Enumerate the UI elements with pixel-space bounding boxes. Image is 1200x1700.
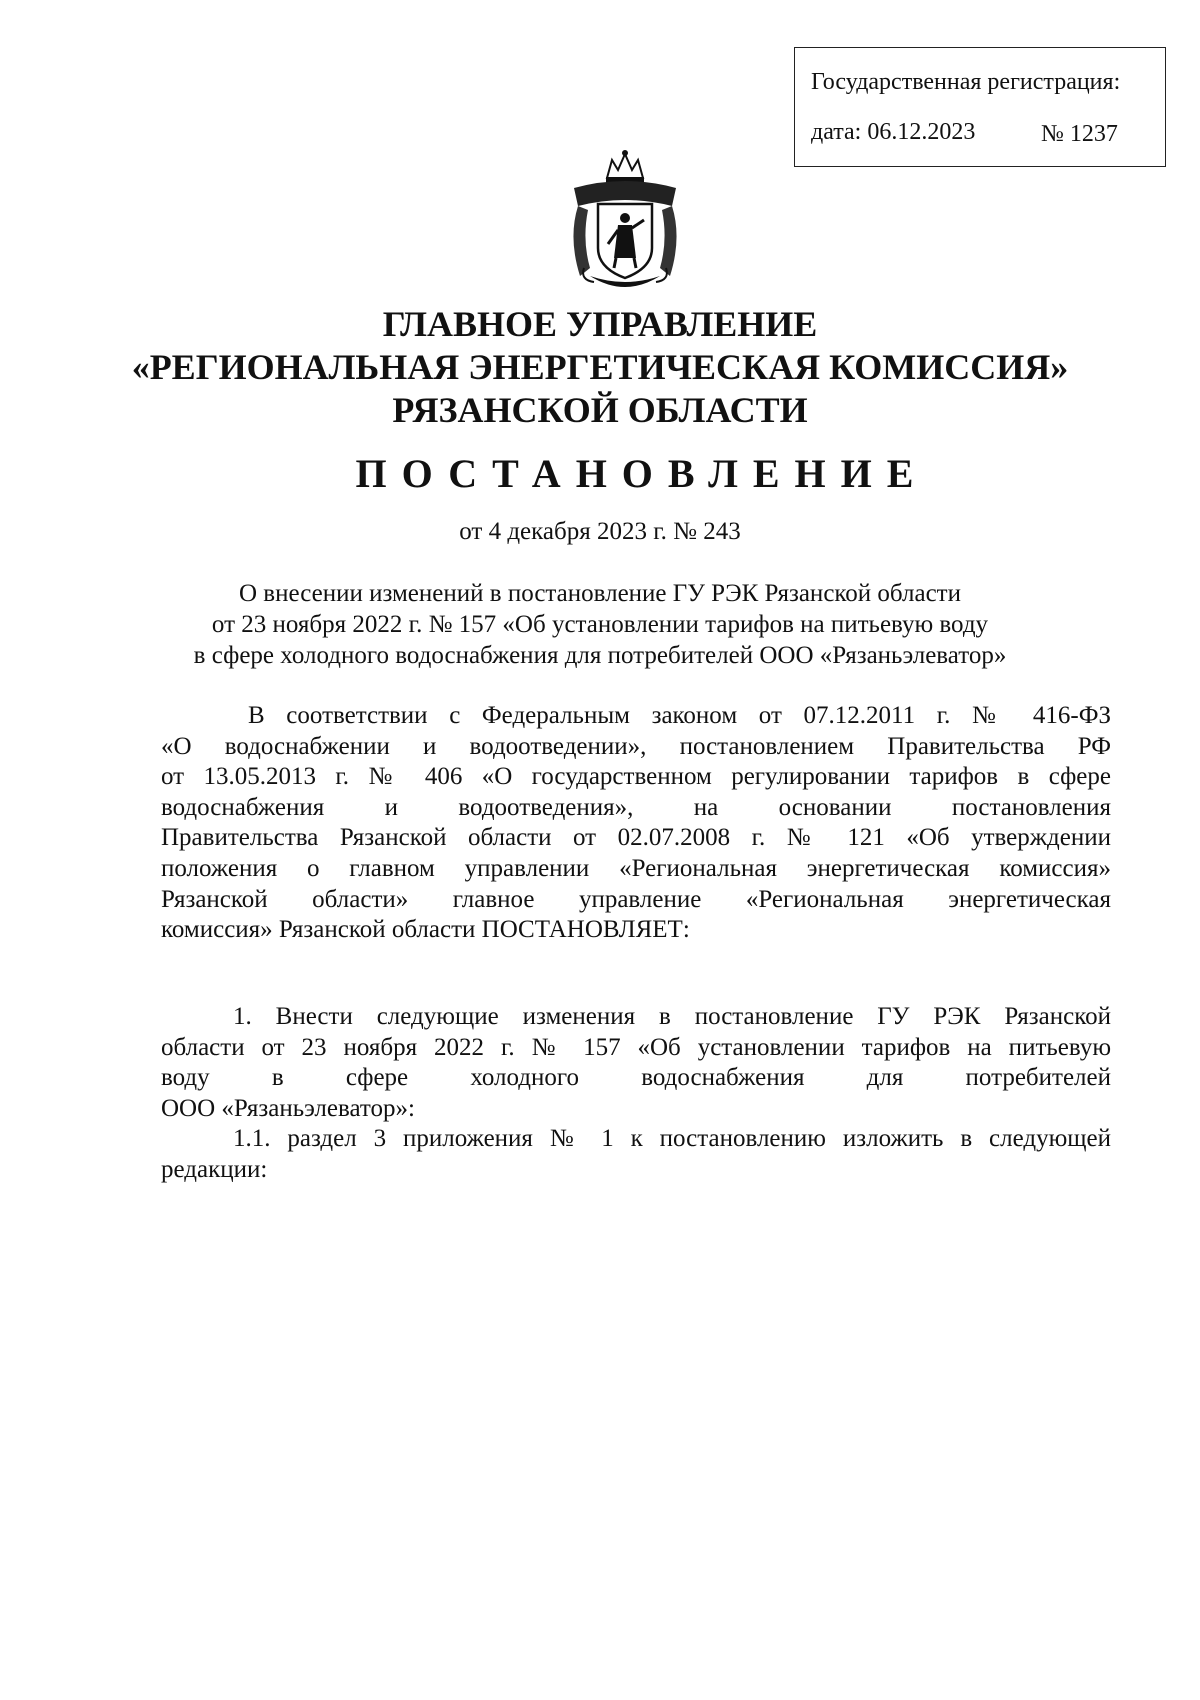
subject-line: от 23 ноября 2022 г. № 157 «Об установлении тарифов на питьевую воду — [211, 611, 989, 638]
ryazan-region-coat-of-arms-icon — [560, 148, 690, 298]
subject-line: О внесении изменений в постановление ГУ РЭК Рязанской области — [239, 580, 961, 607]
registration-date: дата: 06.12.2023 — [811, 119, 976, 145]
paragraph-line: Правительства Рязанской области от 02.07.2008 г. № 121 «Об утверждении — [161, 824, 1111, 852]
agency-name-line-1: ГЛАВНОЕ УПРАВЛЕНИЕ — [382, 304, 818, 344]
paragraph-line: области от 23 ноября 2022 г. № 157 «Об установлении тарифов на питьевую — [161, 1033, 1111, 1061]
paragraph-line: положения о главном управлении «Региональная энергетическая комиссия» — [161, 854, 1111, 882]
paragraph-line: 1.1. раздел 3 приложения № 1 к постановлению изложить в следующей — [233, 1125, 1111, 1152]
paragraph-line: В соответствии с Федеральным законом от 07.12.2011 г. № 416-ФЗ — [248, 702, 1111, 729]
paragraph-line: водоснабжения и водоотведения», на основании постановления — [161, 793, 1111, 821]
paragraph-line: редакции: — [161, 1155, 268, 1183]
paragraph-line: «О водоснабжении и водоотведении», постановлением Правительства РФ — [161, 732, 1111, 760]
registration-stamp — [794, 47, 1166, 167]
paragraph-line: от 13.05.2013 г. № 406 «О государственном регулировании тарифов в сфере — [161, 763, 1111, 791]
paragraph-line: 1. Внести следующие изменения в постановление ГУ РЭК Рязанской — [233, 1003, 1111, 1030]
registration-number: № 1237 — [1041, 121, 1118, 147]
item-1-paragraph — [161, 1002, 1111, 1124]
paragraph-line: ООО «Рязаньэлеватор»: — [161, 1094, 415, 1122]
item-1-1-paragraph — [161, 1124, 1111, 1185]
preamble-paragraph — [161, 701, 1111, 946]
agency-name — [0, 303, 1200, 432]
paragraph-line: комиссия» Рязанской области ПОСТАНОВЛЯЕТ: — [161, 916, 690, 944]
document-type-title: ПОСТАНОВЛЕНИЕ — [355, 451, 929, 496]
agency-name-line-3: РЯЗАНСКОЙ ОБЛАСТИ — [392, 390, 808, 430]
document-subject — [0, 578, 1200, 671]
paragraph-line: Рязанской области» главное управление «Региональная энергетическая — [161, 885, 1111, 913]
paragraph-line: воду в сфере холодного водоснабжения для потребителей — [161, 1064, 1111, 1092]
document-date: от 4 декабря 2023 г. № 243 — [459, 518, 741, 545]
agency-name-line-2: «РЕГИОНАЛЬНАЯ ЭНЕРГЕТИЧЕСКАЯ КОМИССИЯ» — [131, 347, 1069, 387]
subject-line: в сфере холодного водоснабжения для потребителей ООО «Рязаньэлеватор» — [193, 642, 1007, 669]
registration-title: Государственная регистрация: — [811, 69, 1121, 95]
